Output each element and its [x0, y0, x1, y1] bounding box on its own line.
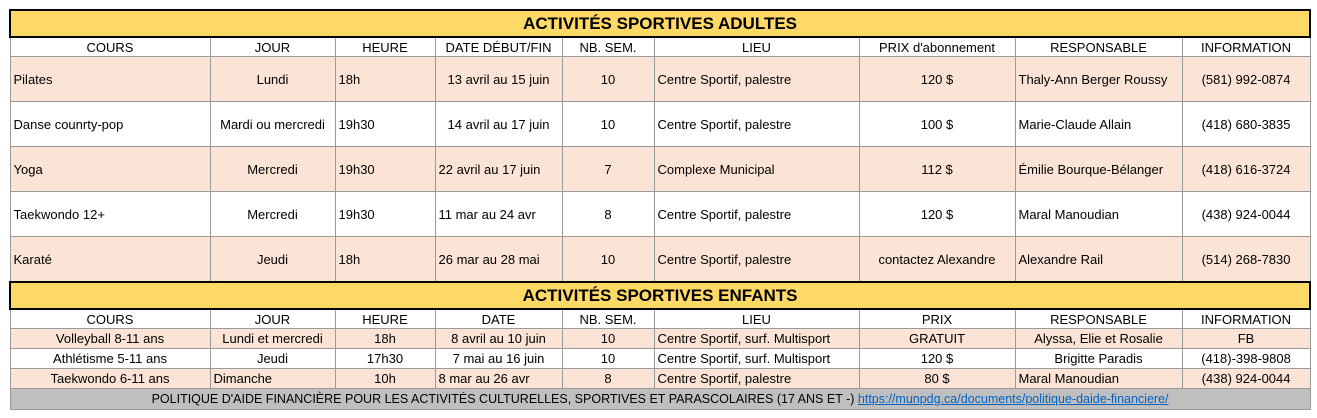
- cell-information: (581) 992-0874: [1182, 57, 1310, 102]
- cell-responsable: Brigitte Paradis: [1015, 349, 1182, 369]
- header-nb-sem: NB. SEM.: [562, 37, 654, 57]
- header-prix: PRIX: [859, 309, 1015, 329]
- cell-cours: Taekwondo 6-11 ans: [10, 369, 210, 389]
- header-responsable: RESPONSABLE: [1015, 309, 1182, 329]
- cell-jour: Dimanche: [210, 369, 335, 389]
- cell-prix: 120 $: [859, 57, 1015, 102]
- cell-date: 22 avril au 17 juin: [435, 147, 562, 192]
- cell-date: 7 mai au 16 juin: [435, 349, 562, 369]
- header-lieu: LIEU: [654, 37, 859, 57]
- cell-cours: Volleyball 8-11 ans: [10, 329, 210, 349]
- cell-information: (438) 924-0044: [1182, 369, 1310, 389]
- cell-jour: Lundi et mercredi: [210, 329, 335, 349]
- cell-nb-sem: 8: [562, 192, 654, 237]
- cell-date: 8 mar au 26 avr: [435, 369, 562, 389]
- table-row: [10, 102, 1310, 147]
- kids-title-row: [10, 282, 1310, 309]
- cell-nb-sem: 7: [562, 147, 654, 192]
- cell-cours: Yoga: [10, 147, 210, 192]
- cell-information: (438) 924-0044: [1182, 192, 1310, 237]
- cell-prix: contactez Alexandre: [859, 237, 1015, 283]
- header-information: INFORMATION: [1182, 37, 1310, 57]
- cell-lieu: Centre Sportif, palestre: [654, 369, 859, 389]
- header-cours: COURS: [10, 309, 210, 329]
- cell-jour: Mercredi: [210, 192, 335, 237]
- cell-responsable: Maral Manoudian: [1015, 369, 1182, 389]
- header-prix: PRIX d'abonnement: [859, 37, 1015, 57]
- adults-title: ACTIVITÉS SPORTIVES ADULTES: [10, 10, 1310, 37]
- cell-cours: Athlétisme 5-11 ans: [10, 349, 210, 369]
- activities-table: [9, 9, 1311, 410]
- table-row: [10, 237, 1310, 283]
- cell-responsable: Thaly-Ann Berger Roussy: [1015, 57, 1182, 102]
- header-cours: COURS: [10, 37, 210, 57]
- cell-jour: Mercredi: [210, 147, 335, 192]
- cell-heure: 10h: [335, 369, 435, 389]
- cell-information: FB: [1182, 329, 1310, 349]
- cell-responsable: Alexandre Rail: [1015, 237, 1182, 283]
- table-row: [10, 57, 1310, 102]
- cell-heure: 17h30: [335, 349, 435, 369]
- cell-jour: Jeudi: [210, 349, 335, 369]
- cell-information: (418) 616-3724: [1182, 147, 1310, 192]
- cell-prix: 112 $: [859, 147, 1015, 192]
- cell-date: 14 avril au 17 juin: [435, 102, 562, 147]
- cell-nb-sem: 10: [562, 329, 654, 349]
- cell-jour: Mardi ou mercredi: [210, 102, 335, 147]
- cell-cours: Karaté: [10, 237, 210, 283]
- activities-sheet: [9, 9, 1309, 410]
- cell-cours: Taekwondo 12+: [10, 192, 210, 237]
- header-nb-sem: NB. SEM.: [562, 309, 654, 329]
- cell-nb-sem: 8: [562, 369, 654, 389]
- cell-responsable: Émilie Bourque-Bélanger: [1015, 147, 1182, 192]
- cell-responsable: Maral Manoudian: [1015, 192, 1182, 237]
- financial-aid-notice: [10, 389, 1310, 410]
- table-row: [10, 192, 1310, 237]
- cell-date: 8 avril au 10 juin: [435, 329, 562, 349]
- cell-nb-sem: 10: [562, 102, 654, 147]
- header-responsable: RESPONSABLE: [1015, 37, 1182, 57]
- cell-heure: 19h30: [335, 102, 435, 147]
- header-information: INFORMATION: [1182, 309, 1310, 329]
- table-row: [10, 329, 1310, 349]
- cell-heure: 18h: [335, 57, 435, 102]
- cell-date: 13 avril au 15 juin: [435, 57, 562, 102]
- table-row: [10, 369, 1310, 389]
- cell-jour: Jeudi: [210, 237, 335, 283]
- cell-lieu: Centre Sportif, palestre: [654, 192, 859, 237]
- cell-date: 11 mar au 24 avr: [435, 192, 562, 237]
- header-heure: HEURE: [335, 37, 435, 57]
- cell-nb-sem: 10: [562, 57, 654, 102]
- cell-prix: 100 $: [859, 102, 1015, 147]
- cell-information: (514) 268-7830: [1182, 237, 1310, 283]
- cell-lieu: Centre Sportif, palestre: [654, 57, 859, 102]
- financial-aid-text: POLITIQUE D'AIDE FINANCIÈRE POUR LES ACTIVITÉS CULTURELLES, SPORTIVES ET PARASCOLAIRES (17 ANS ET -): [151, 392, 855, 406]
- cell-nb-sem: 10: [562, 349, 654, 369]
- header-lieu: LIEU: [654, 309, 859, 329]
- table-row: [10, 147, 1310, 192]
- header-jour: JOUR: [210, 37, 335, 57]
- cell-information: (418) 680-3835: [1182, 102, 1310, 147]
- cell-responsable: Alyssa, Elie et Rosalie: [1015, 329, 1182, 349]
- cell-cours: Pilates: [10, 57, 210, 102]
- header-date: DATE: [435, 309, 562, 329]
- cell-prix: 80 $: [859, 369, 1015, 389]
- header-date: DATE DÉBUT/FIN: [435, 37, 562, 57]
- header-jour: JOUR: [210, 309, 335, 329]
- cell-information: (418)-398-9808: [1182, 349, 1310, 369]
- cell-heure: 18h: [335, 329, 435, 349]
- adults-header-row: [10, 37, 1310, 57]
- cell-heure: 19h30: [335, 147, 435, 192]
- financial-aid-link[interactable]: https://munpdg.ca/documents/politique-daide-financiere/: [857, 392, 1169, 406]
- cell-nb-sem: 10: [562, 237, 654, 283]
- footer-row: [10, 389, 1310, 410]
- cell-prix: 120 $: [859, 349, 1015, 369]
- cell-jour: Lundi: [210, 57, 335, 102]
- cell-lieu: Complexe Municipal: [654, 147, 859, 192]
- cell-responsable: Marie-Claude Allain: [1015, 102, 1182, 147]
- kids-title: ACTIVITÉS SPORTIVES ENFANTS: [10, 282, 1310, 309]
- adults-title-row: [10, 10, 1310, 37]
- cell-lieu: Centre Sportif, surf. Multisport: [654, 349, 859, 369]
- cell-heure: 18h: [335, 237, 435, 283]
- cell-lieu: Centre Sportif, palestre: [654, 102, 859, 147]
- cell-lieu: Centre Sportif, surf. Multisport: [654, 329, 859, 349]
- cell-prix: GRATUIT: [859, 329, 1015, 349]
- kids-header-row: [10, 309, 1310, 329]
- cell-heure: 19h30: [335, 192, 435, 237]
- cell-date: 26 mar au 28 mai: [435, 237, 562, 283]
- cell-lieu: Centre Sportif, palestre: [654, 237, 859, 283]
- table-row: [10, 349, 1310, 369]
- header-heure: HEURE: [335, 309, 435, 329]
- cell-prix: 120 $: [859, 192, 1015, 237]
- cell-cours: Danse counrty-pop: [10, 102, 210, 147]
